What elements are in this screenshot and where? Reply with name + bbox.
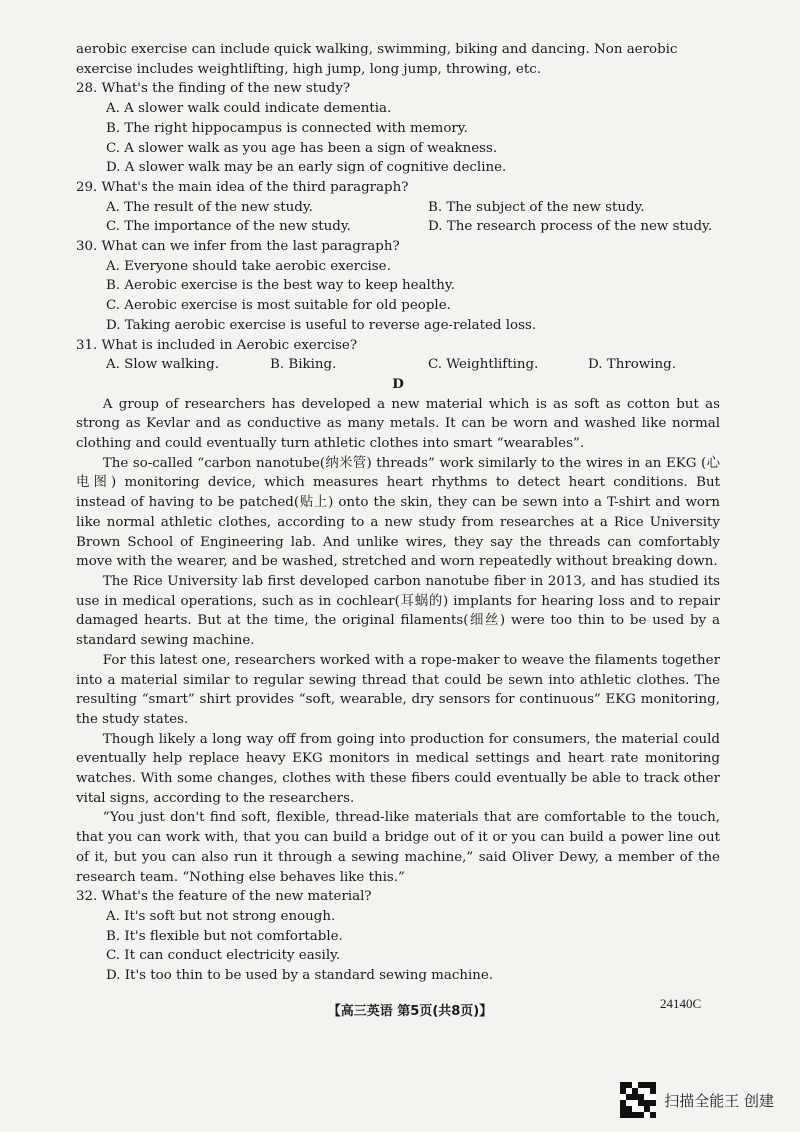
page-content — [76, 40, 720, 986]
question-29 — [76, 178, 720, 237]
question-28 — [76, 79, 720, 178]
question-28-option-d: D. A slower walk may be an early sign of cognitive decline. — [106, 160, 507, 176]
page-footer — [0, 996, 800, 1022]
question-32-option-b: B. It's flexible but not comfortable. — [106, 928, 343, 944]
intro-line-1: aerobic exercise can include quick walking, swimming, biking and dancing. Non aerobic — [76, 42, 678, 57]
question-31-option-d: D. Throwing. — [588, 357, 676, 373]
question-30-option-d: D. Taking aerobic exercise is useful to reverse age-related loss. — [106, 317, 537, 333]
exam-code: 24140C — [660, 996, 702, 1011]
qr-code-icon — [620, 1082, 656, 1118]
question-28-option-b: B. The right hippocampus is connected with memory. — [106, 120, 468, 136]
question-32-text: 32. What's the feature of the new material? — [76, 889, 372, 905]
question-32-option-c: C. It can conduct electricity easily. — [106, 948, 341, 964]
page-number-label: 【高三英语 第5页(共8页)】 — [327, 1004, 493, 1019]
passage-paragraph-1: A group of researchers has developed a new material which is as soft as cotton but as strong as Kevlar and as conductive as many metals. It can be worn and washed like normal clothing and could eventually turn athletic clothes into smart “wearables”. — [76, 396, 720, 452]
passage-paragraph-3: The Rice University lab first developed carbon nanotube fiber in 2013, and has studied its use in medical operations, such as in cochlear(耳蜗的) implants for hearing loss and to repair damaged hearts. But at the time, the original filaments(细丝) were too thin to be used by a standard sewing machine. — [76, 573, 720, 649]
question-29-option-b: B. The subject of the new study. — [428, 199, 645, 215]
question-29-text: 29. What's the main idea of the third paragraph? — [76, 179, 409, 195]
question-29-option-d: D. The research process of the new study. — [428, 219, 713, 235]
question-28-option-c: C. A slower walk as you age has been a sign of weakness. — [106, 140, 498, 156]
question-30-option-a: A. Everyone should take aerobic exercise. — [106, 258, 391, 274]
question-31 — [76, 336, 720, 375]
passage-paragraph-5: Though likely a long way off from going into production for consumers, the material could eventually help replace heavy EKG monitors in medical settings and heart rate monitoring watches. With some changes, clothes with these fibers could eventually be able to track other vital signs, according to the researchers. — [76, 731, 720, 806]
passage-paragraph-6: “You just don't find soft, flexible, thread-like materials that are comfortable to the touch, that you can work with, that you can build a bridge out of it or you can build a power line out of it, but you can also run it through a sewing machine,” said Oliver Dewy, a member of the research team. “Nothing else behaves like this.” — [76, 810, 720, 885]
question-31-options — [76, 355, 720, 375]
section-d-passage — [76, 395, 720, 888]
question-29-options-row-2 — [76, 217, 720, 237]
question-29-option-c: C. The importance of the new study. — [106, 219, 351, 235]
question-32 — [76, 887, 720, 986]
question-30-option-c: C. Aerobic exercise is most suitable for old people. — [106, 298, 451, 314]
question-31-option-b: B. Biking. — [270, 357, 337, 373]
question-30-text: 30. What can we infer from the last paragraph? — [76, 239, 400, 255]
watermark-text: 扫描全能王 创建 — [664, 1091, 774, 1110]
intro-line-2: exercise includes weightlifting, high jump, long jump, throwing, etc. — [76, 61, 541, 77]
question-29-option-a: A. The result of the new study. — [106, 199, 313, 215]
question-32-option-d: D. It's too thin to be used by a standard sewing machine. — [106, 968, 494, 984]
passage-paragraph-4: For this latest one, researchers worked with a rope-maker to weave the filaments together into a material similar to regular sewing thread that could be sewn into athletic clothes. The resulting “smart” shirt provides “soft, wearable, dry sensors for continuous” EKG monitoring, the study states. — [76, 652, 720, 727]
question-31-text: 31. What is included in Aerobic exercise? — [76, 337, 358, 353]
scanner-watermark — [620, 1082, 774, 1118]
question-28-option-a: A. A slower walk could indicate dementia. — [106, 101, 392, 117]
question-29-options-row-1 — [76, 198, 720, 218]
passage-paragraph-2: The so-called “carbon nanotube(纳米管) threads” work similarly to the wires in an EKG (心电图) monitoring device, which measures heart rhythms to detect heart conditions. But instead of having to be patched(贴上) onto the skin, they can be sewn into a T-shirt and worn like normal athletic clothes, according to a new study from researches at a Rice University Brown School of Engineering lab. And unlike wires, they say the threads can comfortably move with the wearer, and be washed, stretched and worn repeatedly without breaking down. — [76, 455, 720, 570]
section-d-title: D — [392, 375, 404, 392]
question-30-option-b: B. Aerobic exercise is the best way to keep healthy. — [106, 278, 455, 294]
question-32-option-a: A. It's soft but not strong enough. — [106, 908, 336, 924]
question-30 — [76, 237, 720, 336]
question-31-option-c: C. Weightlifting. — [428, 357, 539, 373]
question-28-text: 28. What's the finding of the new study? — [76, 81, 351, 97]
question-31-option-a: A. Slow walking. — [106, 357, 219, 373]
